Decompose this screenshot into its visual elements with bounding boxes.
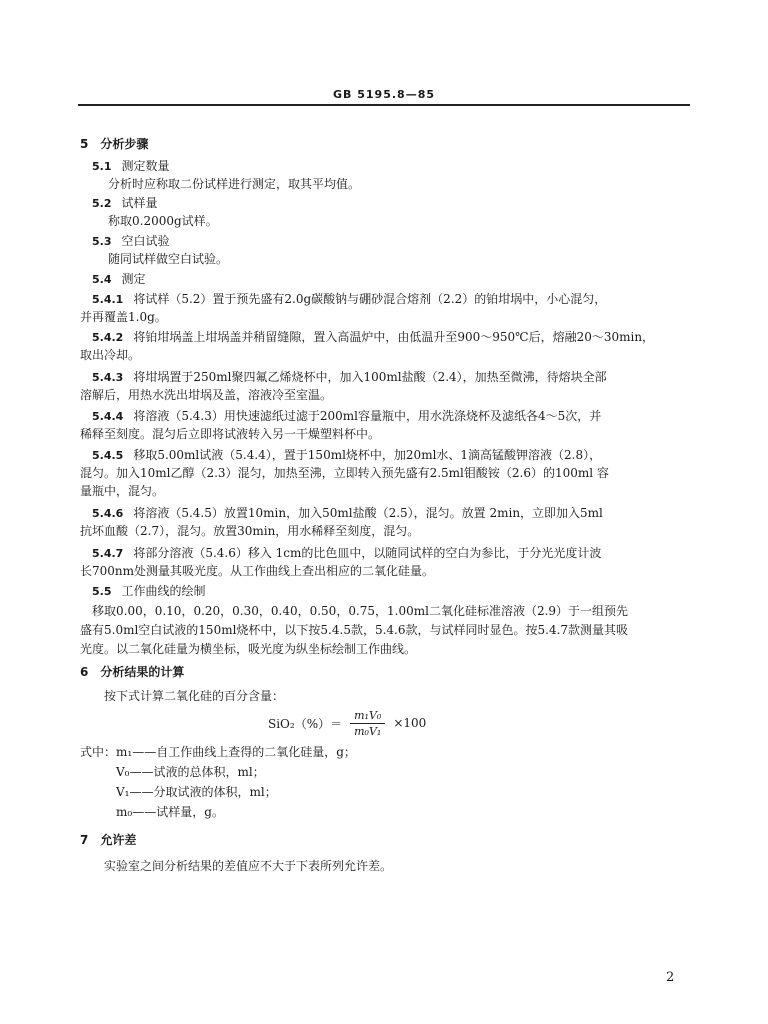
clause-number: 5.4.2 (92, 331, 124, 344)
clause-5-4-4-line1 (92, 408, 601, 425)
clause-5-3-text: 随同试样做空白试验。 (108, 252, 229, 266)
formula-fraction (350, 709, 385, 738)
section-7-heading: 7 允许差 (80, 833, 137, 847)
clause-number: 5.4.1 (92, 293, 124, 306)
clause-text: 将铂坩埚盖上坩埚盖并稍留缝隙，置入高温炉中，由低温升至900～950℃后，熔融20～30min， (133, 330, 655, 344)
clause-5-4-2-line1 (92, 329, 654, 346)
clause-number: 5.4.7 (92, 547, 124, 560)
clause-5-5-heading (92, 583, 206, 600)
clause-5-4-7-line2: 长700nm处测量其吸光度。从工作曲线上查出相应的二氧化硅量。 (80, 564, 435, 578)
clause-text: 将部分溶液（5.4.6）移入 1cm的比色皿中，以随同试样的空白为参比，于分光光度计波 (133, 546, 602, 560)
header-rule (78, 104, 690, 106)
clause-number: 5.4.5 (92, 449, 124, 462)
clause-5-4-2-line2: 取出冷却。 (80, 348, 141, 362)
clause-number: 5.1 (92, 160, 112, 173)
clause-title: 工作曲线的绘制 (121, 584, 206, 598)
clause-5-4-1-line1 (92, 291, 606, 308)
sio2-formula (268, 706, 426, 740)
variable-m1: m₁——自工作曲线上查得的二氧化硅量，g； (116, 745, 356, 759)
clause-text: 移取5.00ml试液（5.4.4），置于150ml烧杯中，加20ml水、1滴高锰酸钾溶液（2.8）， (133, 448, 602, 462)
clause-5-4-6-line2: 抗坏血酸（2.7），混匀。放置30min，用水稀释至刻度，混匀。 (80, 524, 420, 538)
clause-text: 将试样（5.2）置于预先盛有2.0g碳酸钠与硼砂混合熔剂（2.2）的铂坩埚中，小心混匀， (133, 292, 607, 306)
clause-5-5-line3: 光度。以二氧化硅量为横坐标，吸光度为纵坐标绘制工作曲线。 (80, 642, 417, 656)
clause-5-4-3-line2: 溶解后，用热水洗出坩埚及盖，溶液冷至室温。 (80, 388, 333, 402)
clause-5-4-5-line2: 混匀。加入10ml乙醇（2.3）混匀，加热至沸，立即转入预先盛有2.5ml钼酸铵（2.6）的100ml 容 (80, 466, 609, 480)
formula-rhs: ×100 (393, 716, 427, 730)
clause-5-1-heading (92, 158, 170, 175)
clause-5-2-text: 称取0.2000g试样。 (108, 214, 218, 228)
clause-number: 5.4.6 (92, 507, 124, 520)
section-6-heading: 6 分析结果的计算 (80, 665, 185, 679)
variable-v0: V₀——试液的总体积，ml； (116, 765, 265, 779)
formula-lhs: SiO₂（%）＝ (268, 716, 343, 731)
variable-m0: m₀——试样量，g。 (116, 805, 224, 819)
clause-number: 5.3 (92, 235, 112, 248)
clause-number: 5.4 (92, 273, 112, 286)
where-label: 式中： (80, 745, 117, 759)
clause-title: 测定数量 (121, 159, 170, 173)
clause-5-4-7-line1 (92, 545, 601, 562)
clause-number: 5.2 (92, 197, 112, 210)
clause-5-4-5-line1 (92, 447, 601, 464)
clause-text: 将溶液（5.4.5）放置10min，加入50ml盐酸（2.5），混匀。放置 2min，立即加入5ml (133, 506, 603, 520)
section-5-heading: 5 分析步骤 (80, 137, 149, 151)
clause-5-5-line2: 盛有5.0ml空白试液的150ml烧杯中，以下按5.4.5款，5.4.6款，与试样同时显色。按5.4.7款测量其吸 (80, 623, 629, 637)
section-7-text: 实验室之间分析结果的差值应不大于下表所列允许差。 (104, 859, 393, 873)
clause-5-1-text: 分析时应称取二份试样进行测定，取其平均值。 (108, 177, 361, 191)
standard-code: GB 5195.8—85 (333, 88, 435, 101)
clause-number: 5.4.4 (92, 410, 124, 423)
section-6-intro: 按下式计算二氧化硅的百分含量： (104, 689, 285, 703)
clause-text: 将坩埚置于250ml聚四氟乙烯烧杯中，加入100ml盐酸（2.4），加热至微沸，待熔块全部 (133, 370, 607, 384)
clause-5-4-6-line1 (92, 505, 603, 522)
clause-title: 试样量 (121, 196, 158, 210)
clause-5-4-heading (92, 271, 146, 288)
clause-number: 5.4.3 (92, 371, 124, 384)
page-number: 2 (666, 970, 675, 985)
variable-v1: V₁——分取试液的体积，ml； (116, 785, 277, 799)
formula-denominator: m₀V₁ (354, 724, 382, 738)
clause-5-4-4-line2: 稀释至刻度。混匀后立即将试液转入另一干燥塑料杯中。 (80, 427, 381, 441)
clause-5-3-heading (92, 233, 170, 250)
clause-title: 测定 (121, 272, 146, 286)
clause-number: 5.5 (92, 585, 112, 598)
formula-numerator: m₁V₀ (350, 709, 385, 724)
clause-5-4-1-line2: 并再覆盖1.0g。 (80, 310, 167, 324)
clause-text: 将溶液（5.4.3）用快速滤纸过滤于200ml容量瓶中，用水洗涤烧杯及滤纸各4～5次，并 (133, 409, 602, 423)
clause-5-2-heading (92, 195, 158, 212)
clause-title: 空白试验 (121, 234, 170, 248)
clause-5-4-3-line1 (92, 369, 607, 386)
clause-5-5-line1: 移取0.00，0.10，0.20，0.30，0.40，0.50，0.75，1.00ml二氧化硅标准溶液（2.9）于一组预先 (92, 604, 629, 618)
clause-5-4-5-line3: 量瓶中，混匀。 (80, 484, 165, 498)
